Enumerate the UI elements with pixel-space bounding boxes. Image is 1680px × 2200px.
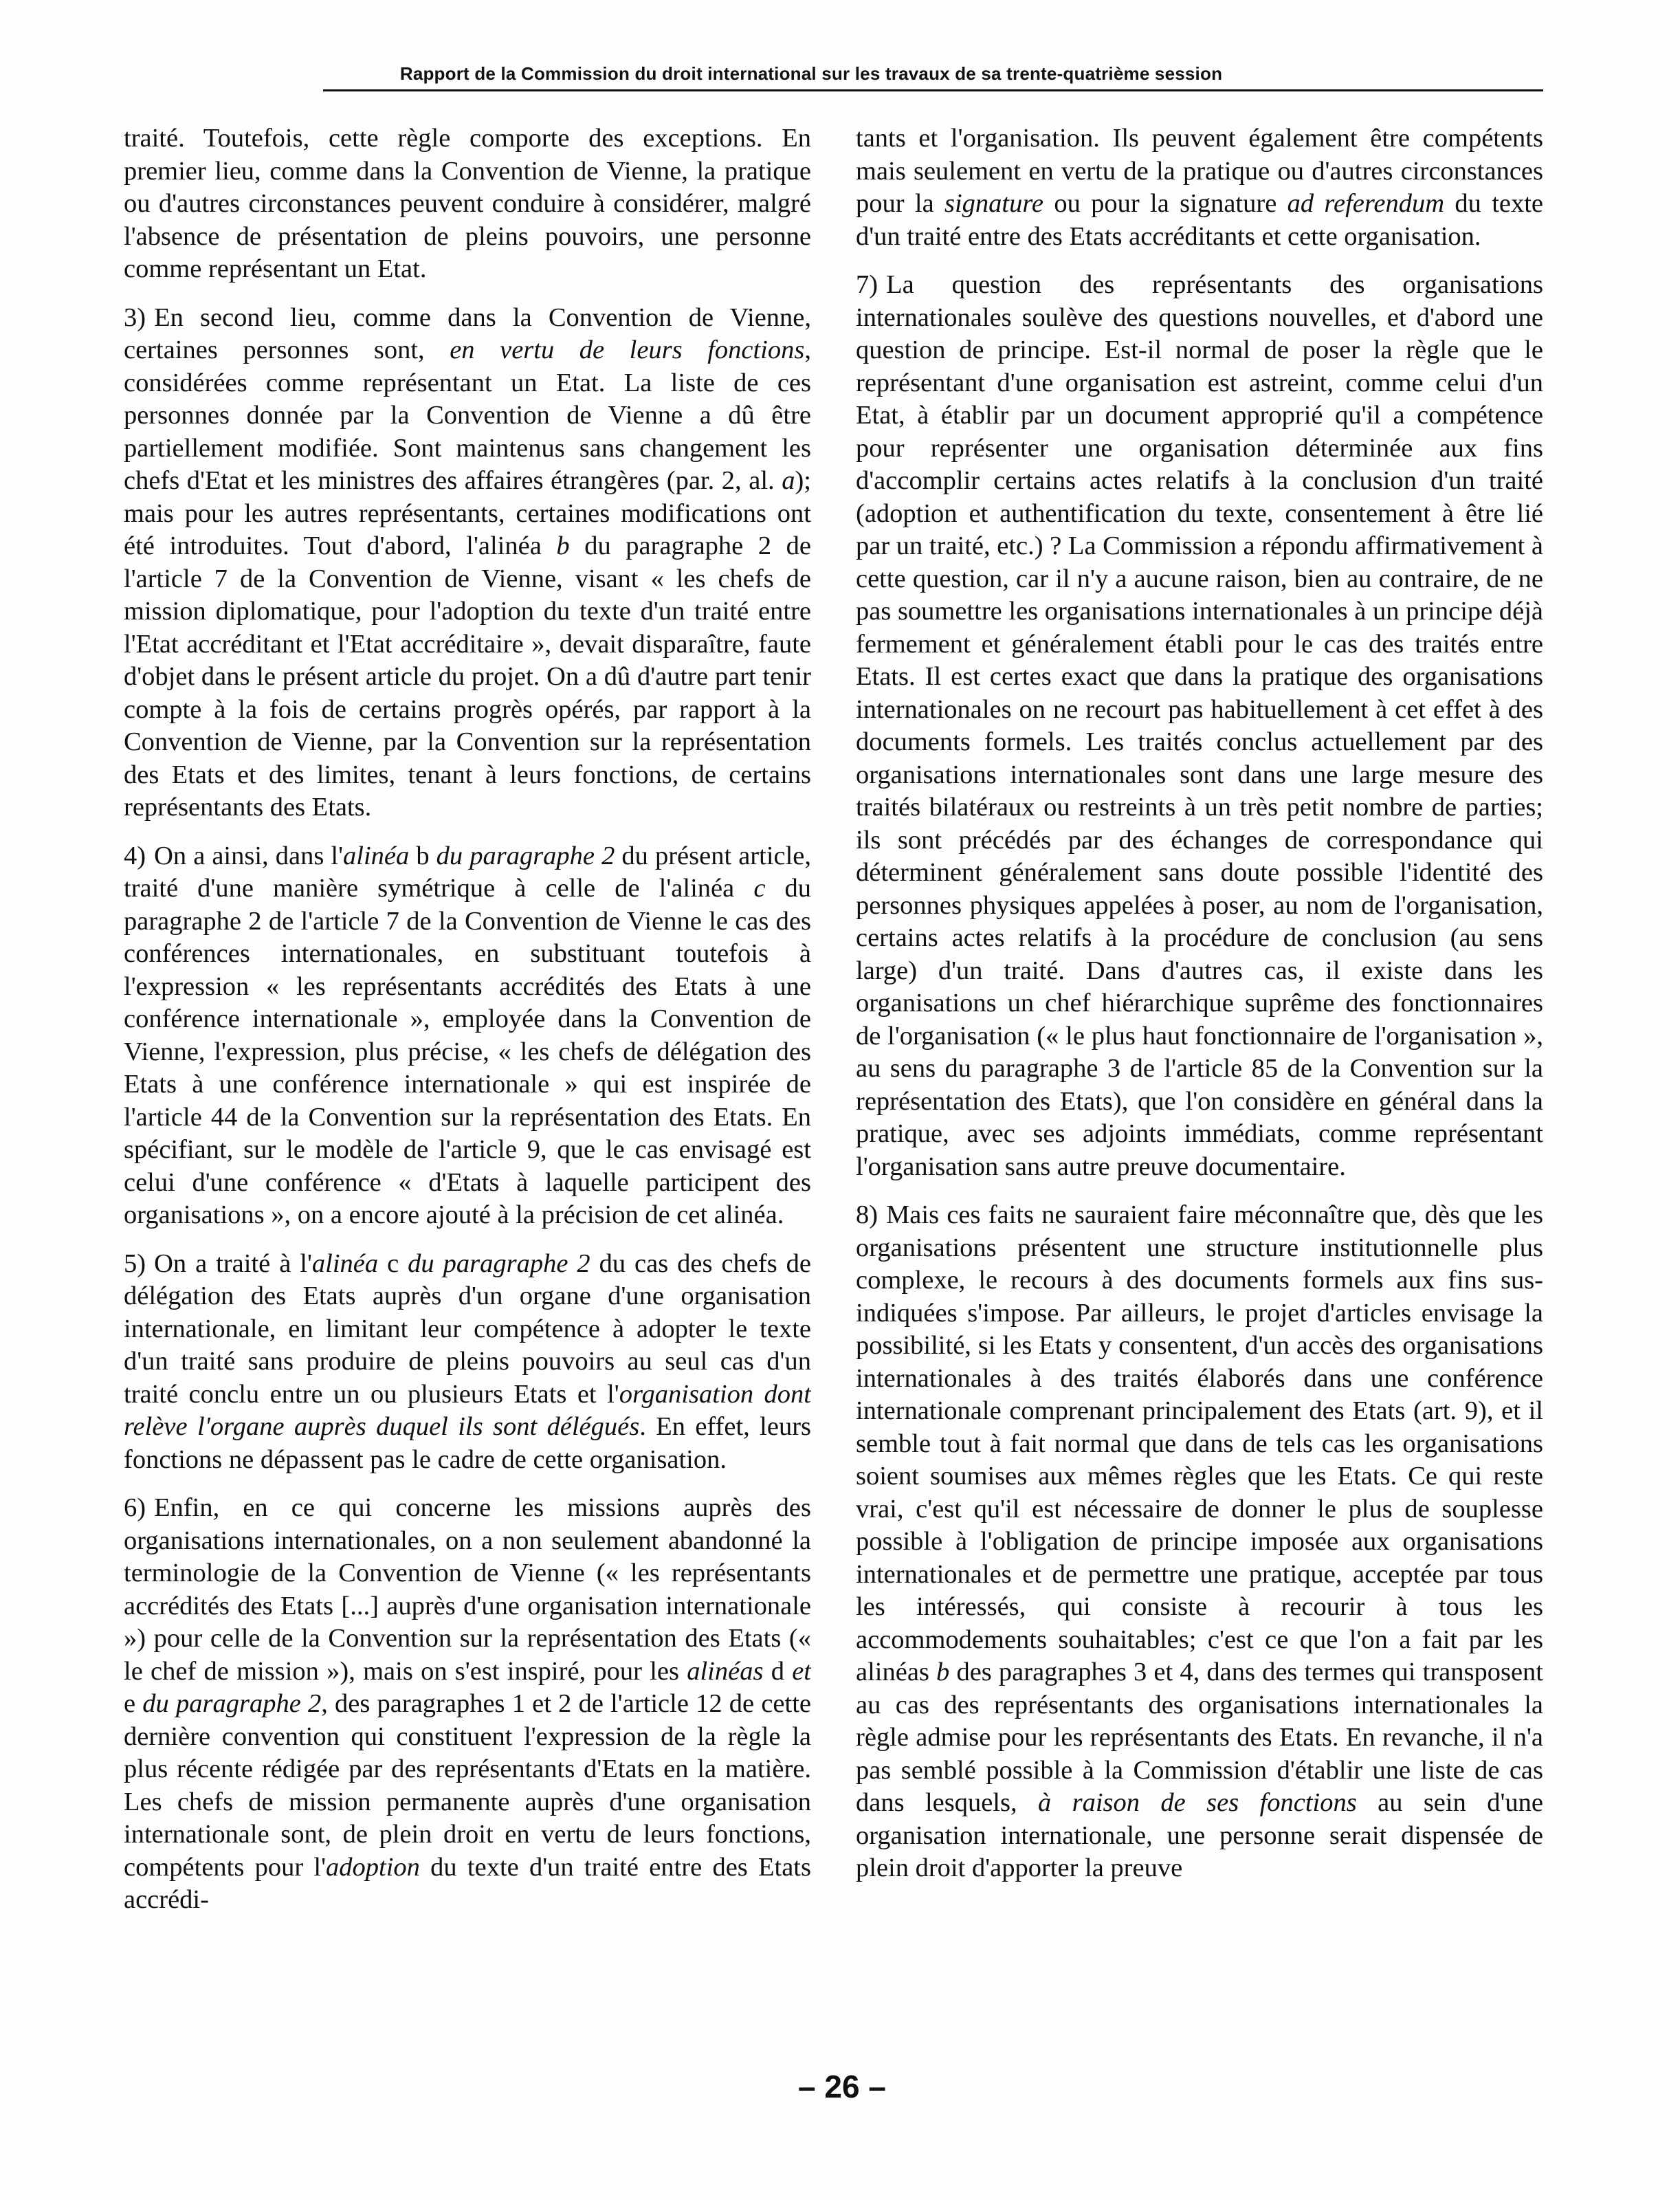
paragraph-number: 8) [856, 1200, 878, 1229]
paragraph-number: 6) [124, 1493, 146, 1522]
paragraph-4: 4) On a ainsi, dans l'alinéa b du paragraphe 2 du présent article, traité d'une manière symétrique à celle de l'alinéa c du paragraphe 2 de l'article 7 de la Convention de Vienne le cas des conférences internationales, en substituant toutefois à l'expression « les représentants accrédités des Etats à une conférence internationale », employée dans la Convention de Vienne, l'expression, plus précise, « les chefs de délégation des Etats à une conférence internationale » qui est inspirée de l'article 44 de la Convention sur la représentation des Etats. En spécifiant, sur le modèle de l'article 9, que le cas envisagé est celui d'une conférence « d'Etats à laquelle participent des organisations », on a encore ajouté à la précision de cet alinéa. [124, 841, 811, 1229]
paragraph-number: 5) [124, 1248, 146, 1278]
paragraph-continuation: traité. Toutefois, cette règle comporte des exceptions. En premier lieu, comme dans la Convention de Vienne, la pratique ou d'autres circonstances peuvent conduire à considérer, malgré l'absence de présentation de pleins pouvoirs, une personne comme représentant un Etat. [124, 124, 811, 283]
page-number: – 26 – [798, 2069, 886, 2104]
running-header: Rapport de la Commission du droit international sur les travaux de sa trente-quatrième session [399, 63, 1223, 84]
header-rule [323, 89, 1543, 91]
right-column [856, 122, 1543, 2040]
paragraph-3: 3) En second lieu, comme dans la Convention de Vienne, certaines personnes sont, en vertu de leurs fonctions, considérées comme représentant un Etat. La liste de ces personnes donnée par la Convention de Vienne a dû être partiellement modifiée. Sont maintenus sans changement les chefs d'Etat et les ministres des affaires étrangères (par. 2, al. a); mais pour les autres représentants, certaines modifications ont été introduites. Tout d'abord, l'alinéa b du paragraphe 2 de l'article 7 de la Convention de Vienne, visant « les chefs de mission diplomatique, pour l'adoption du texte d'un traité entre l'Etat accréditant et l'Etat accréditaire », devait disparaître, faute d'objet dans le présent article du projet. On a dû d'autre part tenir compte à la fois de certains progrès opérés, par rapport à la Convention de Vienne, par la Convention sur la représentation des Etats et des limites, tenant à leurs fonctions, de certains représentants des Etats. [124, 302, 811, 822]
paragraph-5: 5) On a traité à l'alinéa c du paragraphe 2 du cas des chefs de délégation des Etats auprès d'un organe d'une organisation internationale, en limitant leur compétence à adopter le texte d'un traité sans produire de pleins pouvoirs au seul cas d'un traité conclu entre un ou plusieurs Etats et l'organisation dont relève l'organe auprès duquel ils sont délégués. En effet, leurs fonctions ne dépassent pas le cadre de cette organisation. [124, 1248, 811, 1474]
paragraph-number: 4) [124, 841, 146, 870]
paragraph-continuation: tants et l'organisation. Ils peuvent également être compétents mais seulement en vertu de la pratique ou d'autres circonstances pour la signature ou pour la signature ad referendum du texte d'un traité entre des Etats accréditants et cette organisation. [856, 124, 1543, 251]
paragraph-number: 7) [856, 270, 878, 299]
paragraph-6: 6) Enfin, en ce qui concerne les missions auprès des organisations internationales, on a non seulement abandonné la terminologie de la Convention de Vienne (« les représentants accrédités des Etats [...] auprès d'une organisation internationale ») pour celle de la Convention sur la représentation des Etats (« le chef de mission »), mais on s'est inspiré, pour les alinéas d et e du paragraphe 2, des paragraphes 1 et 2 de l'article 12 de cette dernière convention qui constituent l'expression de la règle la plus récente rédigée par des représentants d'Etats en la matière. Les chefs de mission permanente auprès d'une organisation internationale sont, de plein droit en vertu de leurs fonctions, compétents pour l'adoption du texte d'un traité entre des Etats accrédi- [124, 1493, 811, 1914]
paragraph-8: 8) Mais ces faits ne sauraient faire méconnaître que, dès que les organisations présentent une structure institutionnelle plus complexe, le recours à des documents formels aux fins sus-indiquées s'impose. Par ailleurs, le projet d'articles envisage la possibilité, si les Etats y consentent, d'un accès des organisations internationales à des traités élaborés dans une conférence internationale comprenant principalement des Etats (art. 9), et il semble tout à fait normal que dans de tels cas les organisations soient soumises aux mêmes règles que les Etats. Ce qui reste vrai, c'est qu'il est nécessaire de donner le plus de souplesse possible à l'obligation de principe imposée aux organisations internationales et de permettre une pratique, acceptée par tous les intéressés, qui consiste à recourir à tous les accommodements souhaitables; c'est ce que l'on a fait par les alinéas b des paragraphes 3 et 4, dans des termes qui transposent au cas des représentants des organisations internationales la règle admise pour les représentants des Etats. En revanche, il n'a pas semblé possible à la Commission d'établir une liste de cas dans lesquels, à raison de ses fonctions au sein d'une organisation internationale, une personne serait dispensée de plein droit d'apporter la preuve [856, 1200, 1543, 1882]
paragraph-number: 3) [124, 302, 146, 332]
paragraph-7: 7) La question des représentants des organisations internationales soulève des questions nouvelles, et d'abord une question de principe. Est-il normal de poser la règle que le représentant d'une organisation est astreint, comme celui d'un Etat, à établir par un document approprié qu'il a compétence pour représenter une organisation déterminée aux fins d'accomplir certains actes relatifs à la conclusion d'un traité (adoption et authentification du texte, consentement à être lié par un traité, etc.) ? La Commission a répondu affirmativement à cette question, car il n'y a aucune raison, bien au contraire, de ne pas soumettre les organisations internationales à un principe déjà fermement et généralement établi pour le cas des traités entre Etats. Il est certes exact que dans la pratique des organisations internationales on ne recourt pas habituellement à cet effet à des documents formels. Les traités conclus actuellement par des organisations internationales sont dans une large mesure des traités bilatéraux ou restreints à un très petit nombre de parties; ils sont précédés par des échanges de correspondance qui déterminent généralement sans doute possible l'identité des personnes physiques appelées à poser, au nom de l'organisation, certains actes relatifs à la procédure de conclusion (au sens large) d'un traité. Dans d'autres cas, il existe dans les organisations un chef hiérarchique suprême des fonctionnaires de l'organisation (« le plus haut fonctionnaire de l'organisation », au sens du paragraphe 3 de l'article 85 de la Convention sur la représentation des Etats), que l'on considère en général dans la pratique, avec ses adjoints immédiats, comme représentant l'organisation sans autre preuve documentaire. [856, 270, 1543, 1181]
left-column [124, 122, 811, 2040]
